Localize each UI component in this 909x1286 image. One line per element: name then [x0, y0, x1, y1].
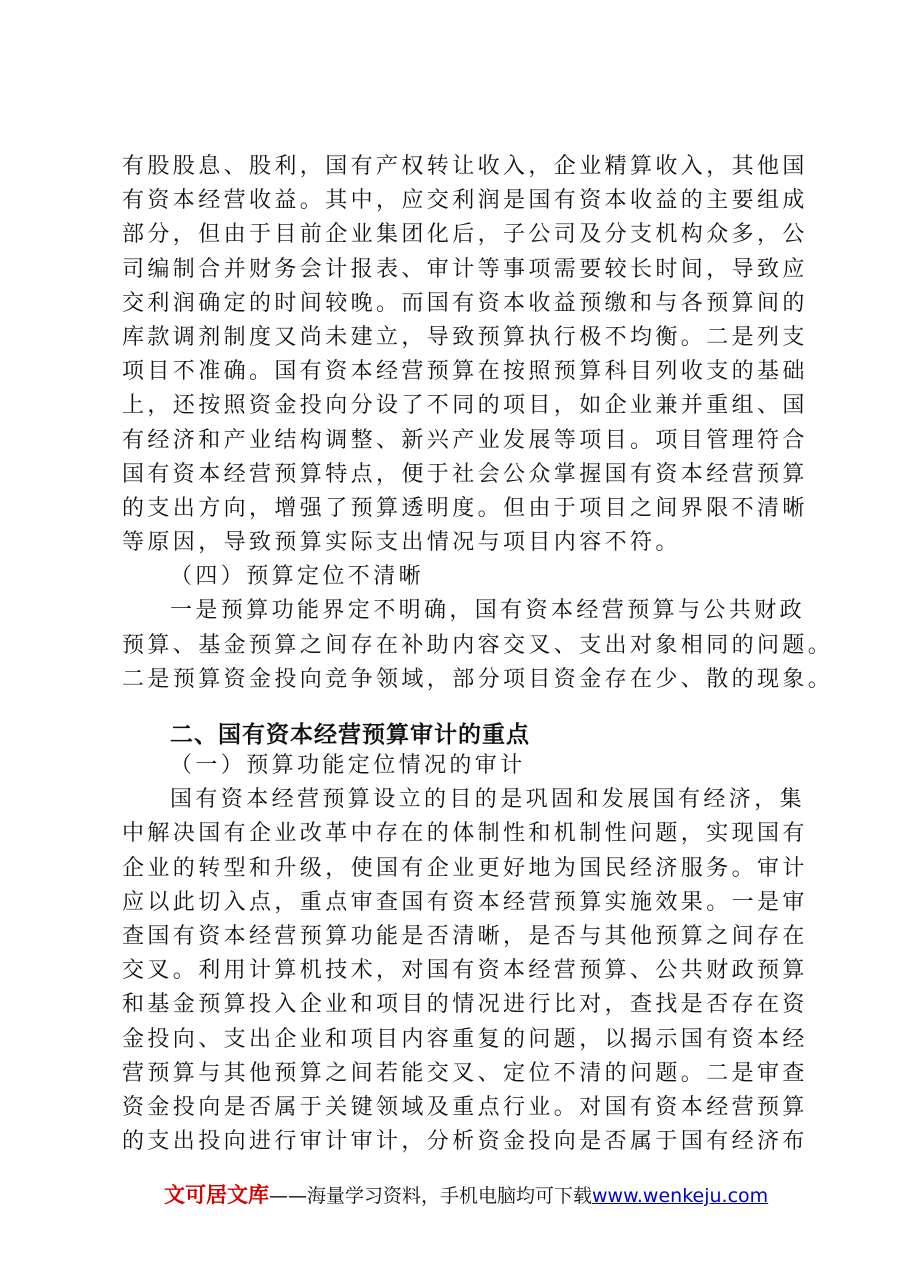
paragraph-line: 交利润确定的时间较晚。而国有资本收益预缴和与各预算间的	[122, 290, 808, 316]
paragraph-line: 预算、基金预算之间存在补助内容交叉、支出对象相同的问题。	[122, 632, 834, 658]
subheading-budget-positioning: （四）预算定位不清晰	[170, 564, 425, 590]
paragraph-line: 应以此切入点，重点审查国有资本经营预算实施效果。一是审	[122, 889, 808, 915]
paragraph-line: 二是预算资金投向竞争领域，部分项目资金存在少、散的现象。	[122, 666, 834, 692]
paragraph-line: 和基金预算投入企业和项目的情况进行比对，查找是否存在资	[122, 992, 808, 1018]
paragraph-line: 中解决国有企业改革中存在的体制性和机制性问题，实现国有	[122, 821, 808, 847]
paragraph-line: 部分，但由于目前企业集团化后，子公司及分支机构众多，公	[122, 222, 808, 248]
paragraph-line: 有经济和产业结构调整、新兴产业发展等项目。项目管理符合	[122, 427, 808, 453]
subheading-function-audit: （一）预算功能定位情况的审计	[170, 753, 526, 778]
paragraph-line: 有股股息、股利，国有产权转让收入，企业精算收入，其他国	[122, 154, 808, 179]
body-text-upper	[122, 150, 834, 697]
footer-url-link[interactable]: www.wenkeju.com	[592, 1185, 769, 1207]
paragraph-line: 项目不准确。国有资本经营预算在按照预算科目列收支的基础	[122, 359, 808, 385]
section-heading: 二、国有资本经营预算审计的重点	[170, 722, 530, 748]
paragraph-line: 营预算与其他预算之间若能交叉、定位不清的问题。二是审查	[122, 1060, 808, 1086]
footer-slogan: ——海量学习资料，手机电脑均可下载	[269, 1185, 593, 1207]
paragraph-line: 查国有资本经营预算功能是否清晰，是否与其他预算之间存在	[122, 923, 808, 949]
body-text-lower	[122, 749, 812, 1159]
footer-banner	[164, 1180, 768, 1211]
paragraph-line: 资金投向是否属于关键领域及重点行业。对国有资本经营预算	[122, 1094, 808, 1120]
paragraph-line: 企业的转型和升级，使国有企业更好地为国民经济服务。审计	[122, 855, 808, 881]
paragraph-line: 有资本经营收益。其中，应交利润是国有资本收益的主要组成	[122, 188, 808, 214]
paragraph-line: 的支出方向，增强了预算透明度。但由于项目之间界限不清晰	[122, 495, 808, 521]
paragraph-line: 交叉。利用计算机技术，对国有资本经营预算、公共财政预算	[122, 958, 808, 984]
paragraph-line: 金投向、支出企业和项目内容重复的问题，以揭示国有资本经	[122, 1026, 808, 1052]
paragraph-line: 的支出投向进行审计审计，分析资金投向是否属于国有经济布	[122, 1129, 808, 1155]
paragraph-line: 库款调剂制度又尚未建立，导致预算执行极不均衡。二是列支	[122, 324, 808, 350]
footer-brand: 文可居文库	[164, 1183, 269, 1207]
paragraph-line: 一是预算功能界定不明确，国有资本经营预算与公共财政	[170, 598, 806, 624]
paragraph-line: 等原因，导致预算实际支出情况与项目内容不符。	[122, 530, 681, 556]
paragraph-line: 司编制合并财务会计报表、审计等事项需要较长时间，导致应	[122, 256, 808, 282]
paragraph-line: 国有资本经营预算设立的目的是巩固和发展国有经济，集	[170, 787, 806, 813]
paragraph-line: 国有资本经营预算特点，便于社会公众掌握国有资本经营预算	[122, 461, 808, 487]
paragraph-line: 上，还按照资金投向分设了不同的项目，如企业兼并重组、国	[122, 393, 808, 419]
